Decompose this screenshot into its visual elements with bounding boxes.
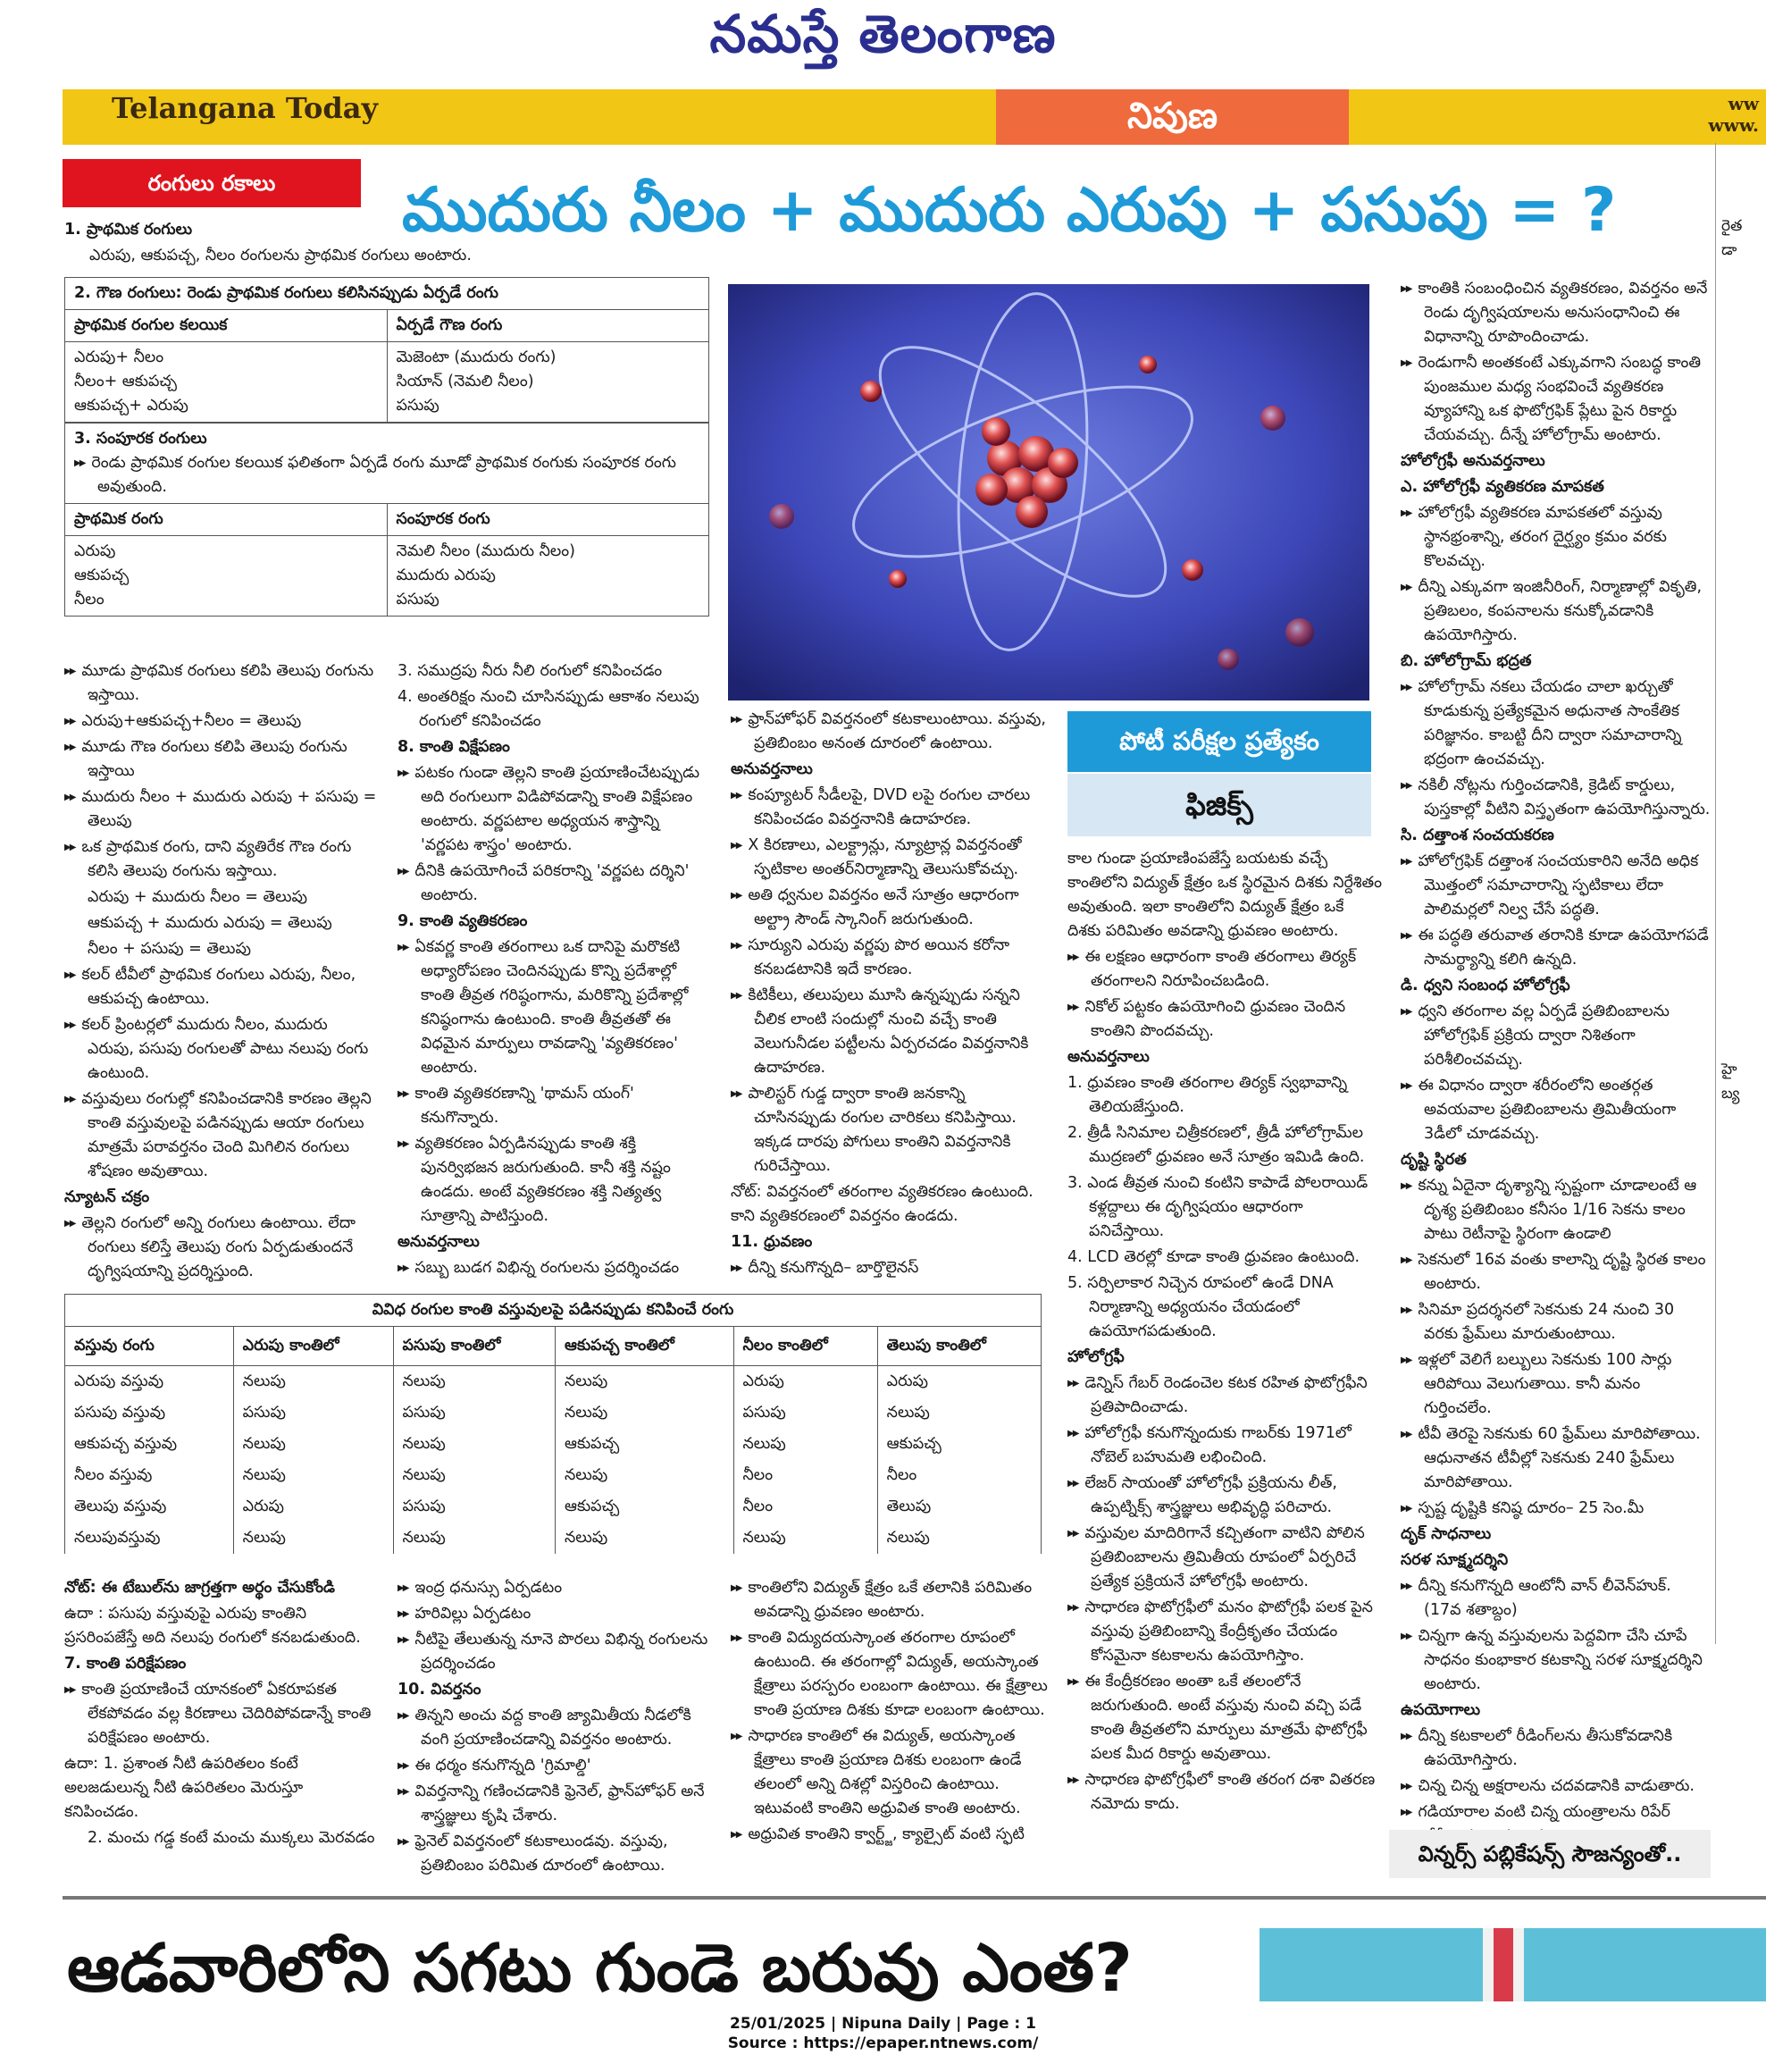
section-tag: రంగులు రకాలు [63,159,361,207]
list-item: ▶▶ కిటికీలు, తలుపులు మూసి ఉన్నప్పుడు సన్నని చీలిక లాంటి సందుల్లో నుంచి వచ్చే కాంతి వెలుగునీడల పట్టీలను ఏర్పరచడం వివర్తనానికి ఉదాహరణ. [731,984,1052,1080]
list-item: ▶▶ కలర్ ప్రింటర్లలో ముదురు నీలం, ముదురు ఎరుపు, పసుపు రంగులతో పాటు నలుపు రంగు ఉంటుంది. [64,1013,377,1086]
table-cell: ఆకుపచ్చ [556,1491,734,1523]
table-cell: నలుపు [393,1460,556,1491]
list-item: ▶▶ ఈ పద్ధతి తరువాత తరానికి కూడా ఉపయోగపడే సామర్థ్యాన్ని కలిగి ఉన్నది. [1401,924,1712,972]
paragraph: ఉదా : పసుపు వస్తువుపై ఎరుపు కాంతిని ప్రసరింపజేస్తే అది నలుపు రంగులో కనబడుతుంది. [64,1605,361,1647]
table-row [65,1429,1042,1460]
table-cell: నలుపు [393,1523,556,1554]
list-item: ▶▶ సెకనులో 16వ వంతు కాలాన్ని దృష్టి స్థిరత కాలం అంటారు. [1401,1248,1712,1296]
special-banner: పోటీ పరీక్షల ప్రత్యేకం [1067,711,1371,772]
paragraph: కాల గుండా ప్రయాణింపజేస్తే బయటకు వచ్చే కాంతిలోని విద్యుత్ క్షేత్రం ఒక స్థిరమైన దిశకు నిర్దేశితం అవుతుంది. ఇలా కాంతిలోని విద్యుత్ క్షేత్రం ఒకే దిశకు పరిమితం అవడాన్ని ధ్రువణం అంటారు. [1067,850,1383,940]
list-item: ▶▶ ధ్వని తరంగాల వల్ల ఏర్పడే ప్రతిబింబాలను హోలోగ్రఫిక్ ప్రక్రియ ద్వారా నిశితంగా పరిశీలించవచ్చు. [1401,1000,1712,1072]
subheading: సి. దత్తాంశ సంచయకరణ [1401,826,1554,844]
subheading: ఉపయోగాలు [1401,1701,1481,1719]
list-item: ▶▶ దీన్ని కనుగొన్నది– బార్తొలైనస్ [731,1256,1052,1280]
table-header: ప్రాథమిక రంగు [65,504,388,536]
list-item: ▶▶ కలర్ టీవీలో ప్రాథమిక రంగులు ఎరుపు, నీలం, ఆకుపచ్చ ఉంటాయి. [64,963,377,1011]
section-banner [63,89,1766,145]
list-item: ▶▶ ఏకవర్ణ కాంతి తరంగాలు ఒక దానిపై మరొకటి అధ్యారోపణం చెందినప్పుడు కొన్ని ప్రదేశాల్లో కాంతి తీవ్రత గరిష్ఠంగాను, మరికొన్ని ప్రదేశాల్లో కనిష్ఠంగాను ఉంటుంది. కాంతి తీవ్రతతో ఈ విధమైన మార్పులు రావడాన్ని 'వ్యతికరణం' అంటారు. [398,935,712,1080]
table-cell: నలుపు [877,1397,1041,1429]
list-item: ▶▶ నకిలీ నోట్లను గుర్తించడానికి, క్రెడిట్ కార్డులు, పుస్తకాల్లో వీటిని విస్తృతంగా ఉపయోగిస్తున్నారు. [1401,774,1712,822]
ad-image [1260,1928,1766,2001]
list-item: ▶▶ హోలోగ్రఫీ వ్యతికరణ మాపకతలో వస్తువు స్థానభ్రంశాన్ని, తరంగ దైర్ఘ్యం క్రమం వరకు కొలవచ్చు. [1401,501,1712,574]
bottom-ad-headline: ఆడవారిలోని సగటు గుండె బరువు ఎంత? [67,1930,1133,2007]
list-item: ▶▶ పటకం గుండా తెల్లని కాంతి ప్రయాణించేటప్పుడు అది రంగులుగా విడిపోవడాన్ని కాంతి విక్షేపణం అంటారు. వర్ణపటాల అధ్యయన శాస్త్రాన్ని 'వర్ణపట శాస్త్రం' అంటారు. [398,761,712,858]
list-item: 5. సర్పిలాకార నిచ్చెన రూపంలో ఉండే DNA నిర్మాణాన్ని అధ్యయనం చేయడంలో ఉపయోగపడుతుంది. [1067,1274,1334,1340]
table-cell: ఎరుపు [733,1366,877,1398]
list-item: ▶▶ పాలిస్టర్ గుడ్డ ద్వారా కాంతి జనకాన్ని చూసినప్పుడు రంగుల చారికలు కనిపిస్తాయి. ఇక్కడ దారపు పోగులు కాంతిని వివర్తనానికి గురిచేస్తాయి. [731,1082,1052,1179]
table-cell: నలుపు [393,1366,556,1398]
list-item: ▶▶ ఇళ్లలో వెలిగే బల్బులు సెకనుకు 100 సార్లు ఆరిపోయి వెలుగుతాయి. కానీ మనం గుర్తించలేం. [1401,1348,1712,1421]
physics-label: ఫిజిక్స్ [1067,774,1371,836]
table-row [65,1460,1042,1491]
table-cell: ఎరుపు వస్తువు [65,1366,234,1398]
list-item: నీలం + పసుపు = తెలుపు [88,940,251,958]
list-item: 1. ధ్రువణం కాంతి తరంగాల తిర్యక్ స్వభావాన్ని తెలియజేస్తుంది. [1067,1074,1348,1116]
table-cell: నలుపు [233,1460,393,1491]
bottom-column-3 [731,1576,1052,1849]
table-cell: నలుపు [556,1523,734,1554]
list-item: ▶▶ కాంతి విద్యుదయస్కాంత తరంగాల రూపంలో ఉంటుంది. ఈ తరంగాల్లో విద్యుత్, అయస్కాంత క్షేత్రాలు పరస్పరం లంబంగా ఉంటాయి. ఈ క్షేత్రాలు కాంతి ప్రయాణ దిశకు కూడా లంబంగా ఉంటాయి. [731,1626,1052,1723]
list-item: ▶▶ చిన్న చిన్న అక్షరాలను చదవడానికి వాడుతారు. [1401,1774,1712,1799]
list-item: ▶▶ సాధారణ ఫొటోగ్రఫీలో కాంతి తరంగ దశా వితరణ నమోదు కాదు. [1067,1768,1382,1816]
subheading: అనువర్తనాలు [731,760,813,778]
table-header: ఏర్పడే గౌణ రంగు [387,310,709,342]
list-item: ▶▶ చిన్నగా ఉన్న వస్తువులను పెద్దవిగా చేసి చూపే సాధనం కుంభాకార కటకాన్ని సరళ సూక్ష్మదర్శిని అంటారు. [1401,1624,1712,1697]
footer-date: 25/01/2025 | Nipuna Daily | Page : 1 [730,2015,1036,2033]
atom-icon [728,284,1369,700]
page-footer [0,2014,1766,2053]
table-cell: తెలుపు [877,1491,1041,1523]
list-item: ▶▶ ముదురు నీలం + ముదురు ఎరుపు + పసుపు = తెలుపు [64,785,377,834]
table-cell: నలుపువస్తువు [65,1523,234,1554]
table-cell: ఆకుపచ్చ [556,1429,734,1460]
table-cell: పసుపు [393,1397,556,1429]
subheading: సరళ సూక్ష్మదర్శిని [1401,1551,1509,1569]
table-header: సంపూరక రంగు [387,504,709,536]
bottom-column-1 [64,1576,377,1852]
note-text: నోట్: వివర్తనంలో తరంగాల వ్యతికరణం ఉంటుంది. కాని వ్యతికరణంలో వివర్తనం ఉండదు. [731,1183,1034,1225]
table-cell: నలుపు [233,1366,393,1398]
table-header: ఎరుపు కాంతిలో [233,1327,393,1366]
list-item: ▶▶ దీనికి ఉపయోగించే పరికరాన్ని 'వర్ణపట దర్శిని' అంటారు. [398,860,712,908]
list-item: ▶▶ గడియారాల వంటి చిన్న యంత్రాలను రిపేర్ [1401,1800,1712,1849]
masthead [0,0,1766,89]
paragraph: 2. మంచు గడ్డ కంటే మంచు ముక్కలు మెరవడం [88,1829,375,1847]
list-item: ▶▶ లేజర్ సాయంతో హోలోగ్రఫీ ప్రక్రియను లీత్, ఉప్పట్నిక్స్ శాస్త్రజ్ఞులు అభివృద్ధి పరిచారు. [1067,1472,1382,1520]
credit-label: విన్నర్స్ పబ్లికేషన్స్ సౌజన్యంతో.. [1389,1830,1711,1878]
list-item: ▶▶ దీన్ని కనుగొన్నది ఆంటోనీ వాన్ లీవెన్‌హుక్. (17వ శతాబ్దం) [1401,1574,1712,1623]
text-primary-colors: ఎరుపు, ఆకుపచ్చ, నీలం రంగులను ప్రాథమిక రంగులు అంటారు. [89,247,472,264]
table-header: వస్తువు రంగు [65,1327,234,1366]
subheading: 8. కాంతి విక్షేపణం [398,738,510,756]
table-header: ప్రాథమిక రంగుల కలయిక [65,310,388,342]
table-cell: మెజెంటా (ముదురు రంగు) సియాన్ (నెమలి నీలం) పసుపు [387,342,709,423]
list-item: ఎరుపు + ముదురు నీలం = తెలుపు [88,888,307,906]
subheading: 10. వివర్తనం [398,1681,481,1699]
column-e [1401,277,1712,1850]
list-item: ▶▶ టీవీ తెరపై సెకనుకు 60 ఫ్రేమ్‌లు మారిపోతాయి. ఆధునాతన టీవీల్లో సెకనుకు 240 ఫ్రేమ్‌లు మారిపోతాయి. [1401,1422,1712,1495]
table-cell: పసుపు [393,1491,556,1523]
subheading: అనువర్తనాలు [1067,1048,1150,1066]
table-cell: నలుపు [733,1429,877,1460]
table-header: ఆకుపచ్చ కాంతిలో [556,1327,734,1366]
table-cell: తెలుపు వస్తువు [65,1491,234,1523]
telangana-today-logo: Telangana Today [112,91,379,125]
list-item: 4. LCD తెరల్లో కూడా కాంతి ధ్రువణం ఉంటుంది. [1067,1248,1360,1266]
list-item: ▶▶ హోలోగ్రామ్ నకలు చేయడం చాలా ఖర్చుతో కూడుకున్న ప్రత్యేకమైన అధునాత సాంకేతిక పరిజ్ఞానం. కాబట్టి దీని ద్వారా సమాచారాన్ని భద్రంగా ఉంచవచ్చు. [1401,675,1712,772]
note-text: నోట్: ఈ టేబుల్‌ను జాగ్రత్తగా అర్థం చేసుకోండి [64,1579,335,1597]
list-item: ▶▶ ఈ లక్షణం ఆధారంగా కాంతి తరంగాలు తిర్యక్ తరంగాలని నిరూపించబడింది. [1067,945,1382,994]
subheading: బి. హోలోగ్రామ్ భద్రత [1401,652,1532,670]
subheading: న్యూటన్ చక్రం [64,1188,150,1206]
subheading: దృక్ సాధనాలు [1401,1525,1492,1543]
list-item: ▶▶ కాంతిలోని విద్యుత్ క్షేత్రం ఒకే తలానికి పరిమితం అవడాన్ని ధ్రువణం అంటారు. [731,1576,1052,1624]
table-row [65,1523,1042,1554]
list-item: ▶▶ అతి ధ్వనుల వివర్తనం అనే సూత్రం ఆధారంగా అల్ట్రా సౌండ్ స్కానింగ్ జరుగుతుంది. [731,884,1052,932]
list-item: ▶▶ ఫ్రాన్‌హోఫర్ వివర్తనంలో కటకాలుంటాయి. వస్తువు, ప్రతిబింబం అనంత దూరంలో ఉంటాయి. [731,708,1052,756]
list-item: ▶▶ ఇంద్ర ధనుస్సు ఏర్పడటం [398,1576,712,1600]
list-item: ▶▶ వస్తువుల మాదిరిగానే కచ్చితంగా వాటిని పోలిన ప్రతిబింబాలను త్రిమితీయ రూపంలో ఏర్పరిచే ప్రత్యేక ప్రక్రియనే హోలోగ్రఫీ అంటారు. [1067,1522,1382,1594]
table-cell: పసుపు వస్తువు [65,1397,234,1429]
list-item: ▶▶ హోలోగ్రఫిక్ దత్తాంశ సంచయకారిని అనేది అధిక మొత్తంలో సమాచారాన్ని స్ఫటికాలు లేదా పాలిమర్లలో నిల్వ చేసే పద్ధతి. [1401,850,1712,922]
table-cell: ఎరుపు [233,1491,393,1523]
table-cell: నలుపు [733,1523,877,1554]
column-b [398,659,712,1282]
list-item: ▶▶ కంప్యూటర్ సీడీలపై, DVD లపై రంగుల చారలు కనిపించడం వివర్తనానికి ఉదాహరణ. [731,784,1052,832]
divider [63,1896,1766,1900]
table-cell: నెమలి నీలం (ముదురు నీలం) ముదురు ఎరుపు పసుపు [387,536,709,617]
list-item: ▶▶ దీన్ని కటకాలలో రీడింగ్‌లను తీసుకోవడానికి ఉపయోగిస్తారు. [1401,1724,1712,1773]
table-caption: 2. గౌణ రంగులు: రెండు ప్రాథమిక రంగులు కలిసినప్పుడు ఏర్పడే రంగు [65,278,709,310]
table-cell: ఎరుపు ఆకుపచ్చ నీలం [65,536,388,617]
list-item: ▶▶ సినిమా ప్రదర్శనలో సెకనుకు 24 నుంచి 30 వరకు ఫ్రేమ్‌లు మారుతుంటాయి. [1401,1298,1712,1346]
list-item: ▶▶ అధ్రువిత కాంతిని క్వార్ట్జ్, క్యాల్సైట్ వంటి స్ఫటి [731,1823,1052,1847]
list-item: ▶▶ ఈ విధానం ద్వారా శరీరంలోని అంతర్గత అవయవాల ప్రతిబింబాలను త్రిమితీయంగా 3డీలో చూడవచ్చు. [1401,1074,1712,1146]
list-item: 4. అంతరిక్షం నుంచి చూసినప్పుడు ఆకాశం నలుపు రంగులో కనిపించడం [398,688,699,730]
partial-text: రైత [1721,217,1743,235]
partial-text: బ్య [1721,1085,1740,1103]
subheading: ఎ. హోలోగ్రఫీ వ్యతికరణ మాపకత [1401,478,1604,496]
subheading: హోలోగ్రఫీ [1067,1348,1125,1366]
table-caption: 3. సంపూరక రంగులు ▶▶ రెండు ప్రాథమిక రంగుల కలయిక ఫలితంగా ఏర్పడే రంగు మూడో ప్రాథమిక రంగుకు సంపూరక రంగు అవుతుంది. [65,424,709,504]
list-item: ▶▶ వస్తువులు రంగుల్లో కనిపించడానికి కారణం తెల్లని కాంతి వస్తువులపై పడినప్పుడు ఆయా రంగులు మాత్రమే పరావర్తనం చెంది మిగిలిన రంగులు శోషణం అవుతాయి. [64,1087,377,1184]
list-item: ▶▶ కాంతి వ్యతికరణాన్ని 'థామస్ యంగ్' కనుగొన్నారు. [398,1082,712,1130]
list-item: ▶▶ సూర్యుని ఎరుపు వర్ణపు పొర అయిన కరోనా కనబడటానికి ఇదే కారణం. [731,934,1052,982]
column-c [731,708,1052,1282]
newspaper-logo: నమస్తే తెలంగాణ [709,4,1057,64]
table-header: నీలం కాంతిలో [733,1327,877,1366]
subheading: 9. కాంతి వ్యతికరణం [398,912,528,930]
table-cell: నీలం [733,1491,877,1523]
list-item: ▶▶ వ్యతికరణం ఏర్పడినప్పుడు కాంతి శక్తి పునర్విభజన జరుగుతుంది. కానీ శక్తి నష్టం ఉండదు. అంటే వ్యతికరణం శక్తి నిత్యత్వ సూత్రాన్ని పాటిస్తుంది. [398,1132,712,1229]
list-item: ▶▶ మూడు ప్రాథమిక రంగులు కలిపి తెలుపు రంగును ఇస్తాయి. [64,659,377,708]
table-cell: నీలం [733,1460,877,1491]
primary-colors-section [64,218,709,617]
right-partial-column [1715,143,1766,1644]
subheading: 11. ధ్రువణం [731,1233,813,1251]
table-cell: ఎరుపు [877,1366,1041,1398]
list-item: ▶▶ హోలోగ్రఫీ కనుగొన్నందుకు గాబర్‌కు 1971లో నోబెల్ బహుమతి లభించింది. [1067,1422,1382,1470]
paragraph: ఉదా: 1. ప్రశాంత నీటి ఉపరితలం కంటే అలజడులున్న నీటి ఉపరితలం మెరుస్తూ కనిపించడం. [64,1755,304,1821]
list-item: ▶▶ ఫ్రెనెల్ వివర్తనంలో కటకాలుండవు. వస్తువు, ప్రతిబింబం పరిమిత దూరంలో ఉంటాయి. [398,1830,712,1878]
table-cell: ఆకుపచ్చ [877,1429,1041,1460]
table-cell: పసుపు [733,1397,877,1429]
list-item: ▶▶ నికోల్ పట్టకం ఉపయోగించి ధ్రువణం చెందిన కాంతిని పొందవచ్చు. [1067,995,1382,1044]
list-item: ▶▶ రెండుగానీ అంతకంటే ఎక్కువగాని సంబద్ధ కాంతి పుంజముల మధ్య సంభవించే వ్యతికరణ వ్యూహాన్ని ఒక ఫొటోగ్రఫిక్ ప్లేటు పైన రికార్డు చేయవచ్చు. దీన్నే హోలోగ్రామ్ అంటారు. [1401,351,1712,448]
table-cell: నలుపు [556,1460,734,1491]
table-row [65,1366,1042,1398]
headline: ముదురు నీలం + ముదురు ఎరుపు + పసుపు = ? [402,175,1617,246]
table-cell: ఎరుపు+ నీలం నీలం+ ఆకుపచ్చ ఆకుపచ్చ+ ఎరుపు [65,342,388,423]
subheading: 7. కాంతి పరిక్షేపణం [64,1655,187,1673]
list-item: ఆకుపచ్చ + ముదురు ఎరుపు = తెలుపు [88,914,332,932]
list-item: ▶▶ నీటిపై తేలుతున్న నూనె పొరలు విభిన్న రంగులను ప్రదర్శించడం [398,1628,712,1676]
table-header: తెలుపు కాంతిలో [877,1327,1041,1366]
partial-text: డా [1721,241,1737,259]
list-item: 3. ఎండ తీవ్రత నుంచి కంటిని కాపాడే పోలరాయిడ్ కళ్లద్దాలు ఈ దృగ్విషయం ఆధారంగా పనిచేస్తాయి. [1067,1174,1368,1240]
banner-right-text: ww www. [1708,93,1759,136]
list-item: ▶▶ X కిరణాలు, ఎలక్ట్రాన్లు, న్యూట్రాన్ల వివర్తనంతో స్ఫటికాల అంతర్‌నిర్మాణాన్ని తెలుసుకోవచ్చు. [731,834,1052,882]
list-item: ▶▶ హరివిల్లు ఏర్పడటం [398,1602,712,1626]
table-row [65,1491,1042,1523]
list-item: ▶▶ ఈ ధర్మం కనుగొన్నది 'గ్రిమాల్డి' [398,1754,712,1778]
list-item: ▶▶ తెల్లని రంగులో అన్ని రంగులు ఉంటాయి. లేదా రంగులు కలిస్తే తెలుపు రంగు ఏర్పడుతుందనే దృగ్విషయాన్ని ప్రదర్శిస్తుంది. [64,1212,377,1284]
table-cell: నలుపు [233,1429,393,1460]
footer-source: Source : https://epaper.ntnews.com/ [727,2034,1039,2052]
list-item: ▶▶ ఒక ప్రాథమిక రంగు, దాని వ్యతిరేక గౌణ రంగు కలిసి తెలుపు రంగును ఇస్తాయి. [64,835,377,884]
secondary-colors-table [64,277,709,423]
column-a [64,659,377,1286]
list-item: ▶▶ డెన్నిస్ గేబర్ రెండంచెల కటక రహిత ఫొటోగ్రఫీని ప్రతిపాదించాడు. [1067,1372,1382,1420]
table-row [65,1397,1042,1429]
list-item: ▶▶ కన్ను ఏదైనా దృశ్యాన్ని స్పష్టంగా చూడాలంటే ఆ దృశ్య ప్రతిబింబం కనీసం 1/16 సెకను కాలం పాటు రెటీనాపై స్థిరంగా ఉండాలి [1401,1174,1712,1246]
atom-illustration [728,284,1369,700]
list-item: 3. సముద్రపు నీరు నీలి రంగులో కనిపించడం [398,662,663,680]
nipuna-logo: నిపుణ [996,89,1349,145]
table-caption: వివిధ రంగుల కాంతి వస్తువులపై పడినప్పుడు కనిపించే రంగు [65,1295,1042,1327]
table-cell: పసుపు [233,1397,393,1429]
table-cell: నీలం [877,1460,1041,1491]
list-item: ▶▶ ఎరుపు+ఆకుపచ్చ+నీలం = తెలుపు [64,709,377,734]
list-item: ▶▶ తిన్నని అంచు వద్ద కాంతి జ్యామితీయ నీడలోకి వంగి ప్రయాణించడాన్ని వివర్తనం అంటారు. [398,1704,712,1752]
subheading: దృష్టి స్థిరత [1401,1151,1467,1169]
partial-text: హై [1721,1061,1737,1078]
list-item: ▶▶ సబ్బు బుడగ విభిన్న రంగులను ప్రదర్శించడం [398,1256,712,1280]
list-item: ▶▶ వివర్తనాన్ని గణించడానికి ఫ్రెనెల్, ఫ్రాన్‌హోఫర్ అనే శాస్త్రజ్ఞులు కృషి చేశారు. [398,1780,712,1828]
table-cell: నలుపు [556,1366,734,1398]
table-cell: నీలం వస్తువు [65,1460,234,1491]
list-item: ▶▶ స్పష్ట దృష్టికి కనిష్ఠ దూరం– 25 సెం.మీ [1401,1497,1712,1521]
table-cell: నలుపు [233,1523,393,1554]
list-item: ▶▶ కాంతికి సంబంధించిన వ్యతికరణం, వివర్తనం అనే రెండు దృగ్విషయాలను అనుసంధానించి ఈ విధానాన్ని రూపొందించాడు. [1401,277,1712,349]
heading-primary-colors: 1. ప్రాథమిక రంగులు [64,221,193,239]
column-d [1067,847,1382,1818]
table-cell: నలుపు [556,1397,734,1429]
list-item: 2. త్రీడీ సినిమాల చిత్రీకరణలో, త్రీడీ హోలోగ్రామ్‌ల ముద్రణలో ధ్రువణం అనే సూత్రం ఇమిడి ఉంది. [1067,1124,1365,1166]
list-item: ▶▶ సాధారణ ఫొటోగ్రఫీలో మనం ఫొటోగ్రఫీ పలక పైన వస్తువు ప్రతిబింబాన్ని కేంద్రీకృతం చేయడం కోసమైనా కటకాలను ఉపయోగిస్తాం. [1067,1596,1382,1668]
list-item: ▶▶ సాధారణ కాంతిలో ఈ విద్యుత్, అయస్కాంత క్షేత్రాలు కాంతి ప్రయాణ దిశకు లంబంగా ఉండే తలంలో అన్ని దిశల్లో విస్తరించి ఉంటాయి. ఇటువంటి కాంతిని అధ్రువిత కాంతి అంటారు. [731,1724,1052,1821]
complementary-colors-table [64,423,709,617]
table-cell: నలుపు [393,1429,556,1460]
list-item: ▶▶ ఈ కేంద్రీకరణం అంతా ఒకే తలంలోనే జరుగుతుంది. అంటే వస్తువు నుంచి వచ్చి పడే కాంతి తీవ్రతలోని మార్పులు మాత్రమే ఫొటోగ్రఫీ పలక మీద రికార్డు అవుతాయి. [1067,1670,1382,1766]
list-item: ▶▶ దీన్ని ఎక్కువగా ఇంజినీరింగ్, నిర్మాణాల్లో వికృతి, ప్రతిబలం, కంపనాలను కనుక్కోవడానికి ఉపయోగిస్తారు. [1401,575,1712,648]
subheading: అనువర్తనాలు [398,1233,480,1251]
heart-illustration-icon [1260,1928,1766,2001]
table-cell: ఆకుపచ్చ వస్తువు [65,1429,234,1460]
bottom-column-2 [398,1576,712,1880]
table-header: పసుపు కాంతిలో [393,1327,556,1366]
subheading: హోలోగ్రఫీ అనువర్తనాలు [1401,452,1545,470]
subheading: డి. ధ్వని సంబంధ హోలోగ్రఫీ [1401,977,1570,994]
color-light-table [64,1294,1042,1554]
list-item: ▶▶ కాంతి ప్రయాణించే యానకంలో ఏకరూపకత లేకపోవడం వల్ల కిరణాలు చెదిరిపోవడాన్నే కాంతి పరిక్షేపణం అంటారు. [64,1678,377,1750]
table-cell: నలుపు [877,1523,1041,1554]
list-item: ▶▶ మూడు గౌణ రంగులు కలిపి తెలుపు రంగును ఇస్తాయి [64,735,377,784]
